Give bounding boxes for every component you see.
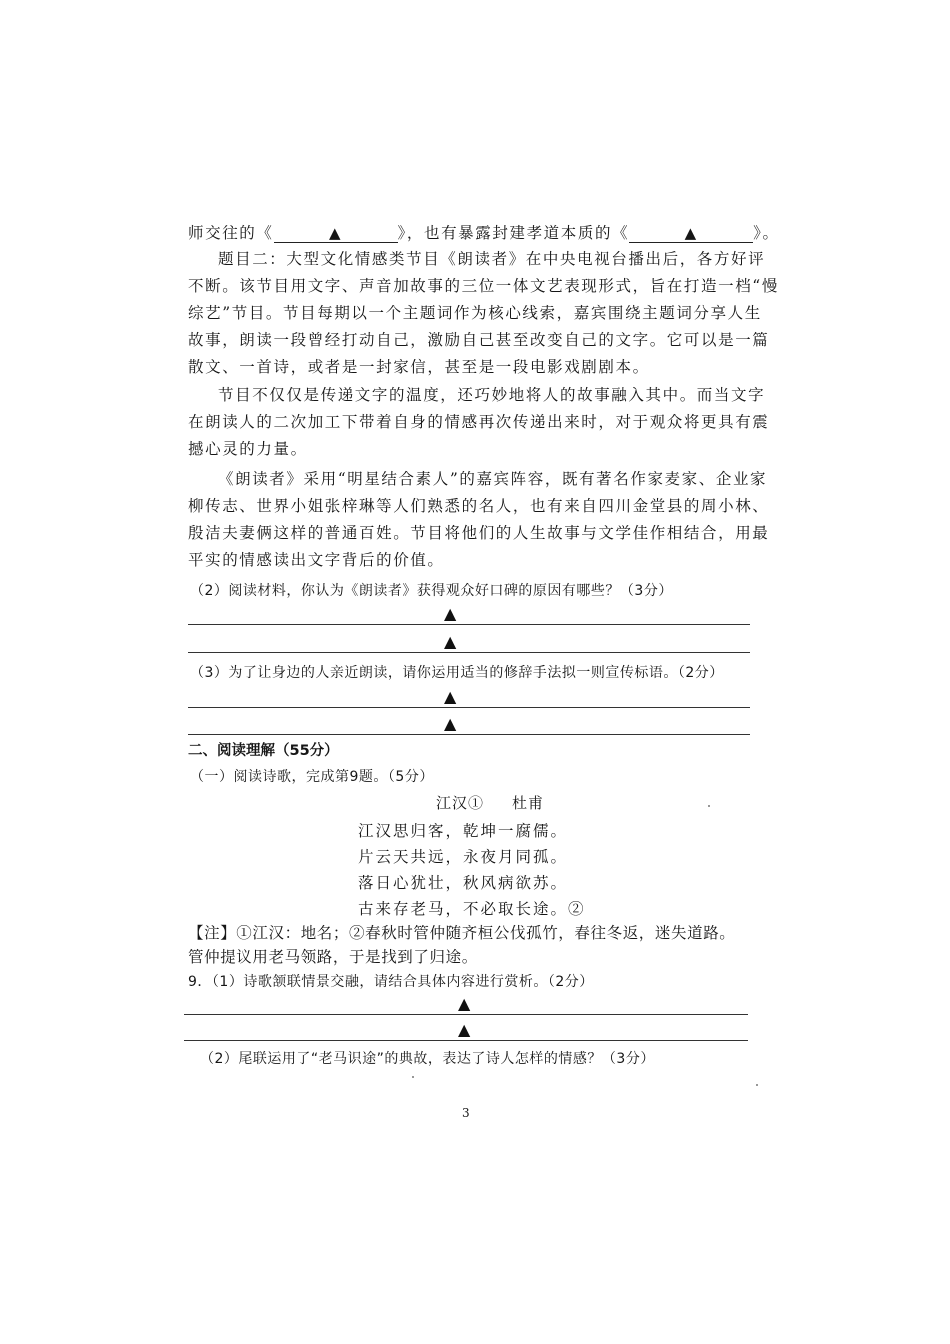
passage-line: 撼心灵的力量。 — [188, 440, 308, 458]
poem-line: 落日心犹壮，秋风病欲苏。 — [358, 874, 569, 892]
scan-speck — [412, 1076, 414, 1078]
note-line: 管仲提议用老马领路，于是找到了归途。 — [188, 948, 478, 966]
poem-line: 片云天共远，永夜月同孤。 — [358, 848, 569, 866]
question-3: （3）为了让身边的人亲近朗读，请你运用适当的修辞手法拟一则宣传标语。（2分） — [190, 665, 724, 681]
passage-line: 不断。该节目用文字、声音加故事的三位一体文艺表现形式，旨在打造一档“慢 — [188, 277, 779, 295]
passage-line: 题目二：大型文化情感类节目《朗读者》在中央电视台播出后，各方好评 — [218, 250, 766, 268]
answer-line[interactable] — [184, 1040, 748, 1041]
triangle-mark: ▲ — [444, 604, 457, 623]
question-9-2: （2）尾联运用了“老马识途”的典故，表达了诗人怎样的情感？（3分） — [200, 1051, 655, 1067]
fill-blank-middle: 》，也有暴露封建孝道本质的《 — [397, 224, 630, 242]
passage-line: 在朗读人的二次加工下带着自身的情感再次传递出来时，对于观众将更具有震 — [188, 413, 770, 431]
poem-line: 江汉思归客，乾坤一腐儒。 — [358, 822, 569, 840]
passage-line: 平实的情感读出文字背后的价值。 — [188, 551, 445, 569]
page-number: 3 — [462, 1106, 470, 1120]
passage-line: 殷洁夫妻俩这样的普通百姓。节目将他们的人生故事与文学佳作相结合，用最 — [188, 524, 770, 542]
poem-heading — [436, 792, 544, 813]
answer-line[interactable] — [188, 624, 750, 625]
section-title: 二、阅读理解（55分） — [188, 743, 339, 759]
fill-blank-before: 师交往的《 — [188, 224, 274, 242]
fill-blank-after: 》。 — [753, 224, 780, 242]
triangle-mark: ▲ — [458, 1020, 471, 1039]
passage-line: 散文、一首诗，或者是一封家信，甚至是一段电影戏剧剧本。 — [188, 358, 650, 376]
answer-line[interactable] — [188, 707, 750, 708]
passage-line: 节目不仅仅是传递文字的温度，还巧妙地将人的故事融入其中。而当文字 — [218, 386, 766, 404]
poem-title: 江汉① — [436, 794, 485, 812]
passage-line: 柳传志、世界小姐张梓琳等人们熟悉的名人，也有来自四川金堂县的周小林、 — [188, 497, 770, 515]
question-9-1: 9．（1）诗歌颔联情景交融，请结合具体内容进行赏析。（2分） — [188, 974, 594, 990]
triangle-mark: ▲ — [444, 632, 457, 651]
poem-author: 杜甫 — [512, 794, 545, 812]
triangle-mark: ▲ — [444, 714, 457, 733]
passage-line: 综艺”节目。节目每期以一个主题词作为核心线索，嘉宾围绕主题词分享人生 — [188, 304, 762, 322]
question-2: （2）阅读材料，你认为《朗读者》获得观众好口碑的原因有哪些？（3分） — [190, 583, 673, 599]
answer-blank-1[interactable] — [274, 224, 398, 243]
triangle-mark: ▲ — [458, 994, 471, 1013]
triangle-mark: ▲ — [684, 224, 698, 242]
triangle-mark: ▲ — [444, 687, 457, 706]
triangle-mark: ▲ — [328, 224, 343, 242]
passage-line: 《朗读者》采用“明星结合素人”的嘉宾阵容，既有著名作家麦家、企业家 — [218, 470, 768, 488]
note-line: 【注】①江汉：地名；②春秋时管仲随齐桓公伐孤竹，春往冬返，迷失道路。 — [188, 924, 736, 942]
scan-speck — [756, 1084, 758, 1086]
fill-blank-line — [188, 222, 780, 244]
poem-line: 古来存老马，不必取长途。② — [358, 900, 586, 918]
passage-line: 故事，朗读一段曾经打动自己，激励自己甚至改变自己的文字。它可以是一篇 — [188, 331, 770, 349]
answer-line[interactable] — [184, 1014, 748, 1015]
section-subtitle: （一）阅读诗歌，完成第9题。（5分） — [190, 769, 434, 785]
answer-line[interactable] — [188, 734, 750, 735]
scan-speck — [708, 805, 710, 807]
answer-blank-2[interactable] — [629, 224, 753, 243]
answer-line[interactable] — [188, 652, 750, 653]
